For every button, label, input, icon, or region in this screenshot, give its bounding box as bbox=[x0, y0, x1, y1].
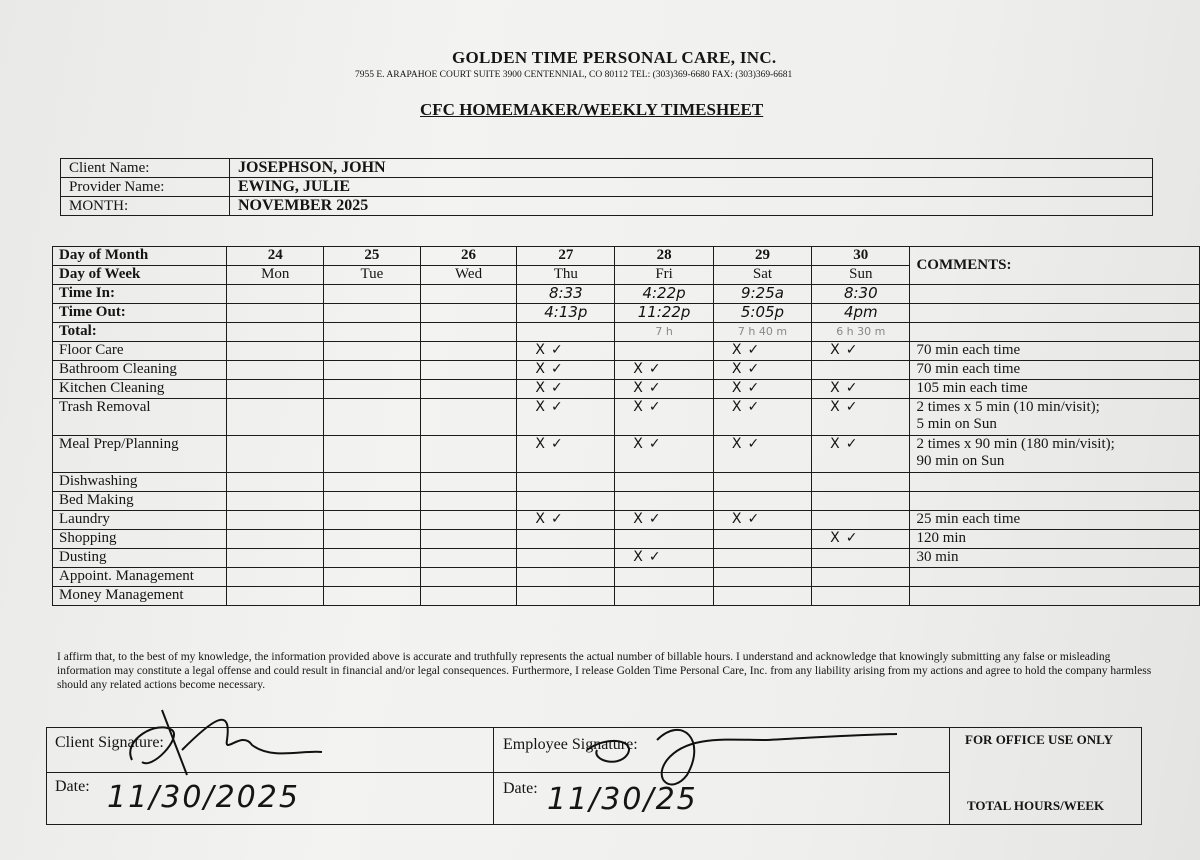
task-mark-cell bbox=[420, 549, 517, 568]
office-use-label: FOR OFFICE USE ONLY bbox=[965, 732, 1113, 747]
task-mark-cell bbox=[227, 511, 324, 530]
task-comment-line: 70 min each time bbox=[916, 342, 1021, 358]
task-mark-cell bbox=[812, 380, 910, 399]
task-mark-x: X bbox=[535, 436, 545, 452]
client-name-label: Client Name: bbox=[61, 159, 230, 178]
affirmation-text: I affirm that, to the best of my knowledge, the information provided above is accurate and truthfully represents the actual number of billable hours. I understand and acknowledge that knowingly submitting any false or misleading information may constitute a legal offense and could result in financial and/or legal consequences. Furthermore, I release Golden Time Personal Care, Inc. from any liability arising from my actions and agree to hold the company harmless should any related actions become necessary. bbox=[57, 651, 1152, 691]
task-mark-cell bbox=[227, 549, 324, 568]
check-mark-icon: ✓ bbox=[551, 342, 563, 358]
task-mark-cell bbox=[615, 530, 714, 549]
task-mark-cell bbox=[324, 568, 420, 587]
day-of-month-label: Day of Month bbox=[53, 247, 227, 266]
task-mark-cell bbox=[812, 361, 910, 380]
time-out-cell bbox=[227, 304, 324, 323]
task-mark-x: X bbox=[535, 380, 545, 396]
day-weekday-cell: Sat bbox=[713, 266, 811, 285]
task-mark-cell bbox=[812, 587, 910, 606]
day-weekday-cell: Sun bbox=[812, 266, 910, 285]
task-name: Meal Prep/Planning bbox=[53, 436, 227, 473]
task-comment bbox=[910, 380, 1200, 399]
task-mark-x: X bbox=[731, 436, 742, 452]
task-mark-cell bbox=[324, 473, 420, 492]
time-out-label: Time Out: bbox=[53, 304, 227, 323]
client-info-table bbox=[60, 158, 1153, 216]
task-comment bbox=[910, 399, 1200, 436]
task-mark-x: X bbox=[633, 511, 643, 527]
task-name: Dishwashing bbox=[53, 473, 227, 492]
document-title: CFC HOMEMAKER/WEEKLY TIMESHEET bbox=[420, 100, 764, 119]
task-comment bbox=[910, 549, 1200, 568]
time-out-cell bbox=[517, 304, 615, 323]
task-comment-line: 25 min each time bbox=[916, 511, 1021, 527]
time-out-value: 4:13p bbox=[544, 303, 588, 321]
task-mark-cell bbox=[324, 530, 420, 549]
task-mark-cell bbox=[420, 492, 517, 511]
time-in-cell bbox=[324, 285, 420, 304]
task-mark-x: X bbox=[830, 530, 840, 546]
task-mark-cell bbox=[420, 530, 517, 549]
check-mark-icon: ✓ bbox=[648, 436, 661, 452]
task-mark-cell bbox=[615, 361, 714, 380]
check-mark-icon: ✓ bbox=[845, 530, 858, 546]
task-comment bbox=[910, 342, 1200, 361]
task-mark-cell bbox=[227, 380, 324, 399]
task-mark-x: X bbox=[633, 380, 643, 396]
task-mark-cell bbox=[713, 436, 811, 473]
task-mark-cell bbox=[713, 473, 811, 492]
time-out-value: 4pm bbox=[843, 303, 878, 321]
time-out-cell bbox=[812, 304, 910, 323]
task-mark-cell bbox=[615, 342, 714, 361]
total-cell bbox=[420, 323, 517, 342]
task-mark-cell bbox=[420, 511, 517, 530]
comment-cell bbox=[910, 323, 1200, 342]
task-mark-cell bbox=[713, 380, 811, 399]
task-mark-x: X bbox=[633, 399, 643, 415]
task-mark-cell bbox=[713, 587, 811, 606]
check-mark-icon: ✓ bbox=[747, 399, 760, 415]
day-weekday-cell: Fri bbox=[615, 266, 714, 285]
task-comment bbox=[910, 436, 1200, 473]
check-mark-icon: ✓ bbox=[551, 380, 563, 396]
signature-box bbox=[46, 727, 1142, 825]
task-comment-line: 2 times x 5 min (10 min/visit); bbox=[916, 399, 1100, 415]
check-mark-icon: ✓ bbox=[747, 380, 760, 396]
time-out-value: 5:05p bbox=[740, 303, 785, 321]
client-signature-mark bbox=[102, 700, 342, 780]
task-mark-cell bbox=[420, 568, 517, 587]
day-date-cell: 30 bbox=[812, 247, 910, 266]
task-mark-cell bbox=[227, 436, 324, 473]
timesheet-grid bbox=[52, 246, 1200, 606]
task-comment bbox=[910, 361, 1200, 380]
check-mark-icon: ✓ bbox=[551, 361, 563, 377]
time-in-value: 4:22p bbox=[642, 284, 686, 302]
time-in-value: 8:33 bbox=[549, 284, 583, 302]
task-mark-x: X bbox=[731, 380, 742, 396]
task-mark-cell bbox=[713, 568, 811, 587]
company-address: 7955 E. ARAPAHOE COURT SUITE 3900 CENTENNIAL, CO 80112 TEL: (303)369-6680 FAX: (303)369-6681 bbox=[355, 70, 793, 80]
task-mark-cell bbox=[517, 399, 615, 436]
task-mark-cell bbox=[420, 342, 517, 361]
time-in-value: 9:25a bbox=[741, 284, 784, 302]
task-name: Bed Making bbox=[53, 492, 227, 511]
task-mark-cell bbox=[517, 568, 615, 587]
client-date-value: 11/30/2025 bbox=[107, 780, 300, 815]
check-mark-icon: ✓ bbox=[747, 511, 760, 527]
task-mark-x: X bbox=[830, 380, 840, 396]
check-mark-icon: ✓ bbox=[747, 342, 760, 358]
task-mark-cell bbox=[324, 511, 420, 530]
task-mark-cell bbox=[227, 361, 324, 380]
task-mark-x: X bbox=[535, 342, 545, 358]
check-mark-icon: ✓ bbox=[551, 511, 563, 527]
total-value: 7 h bbox=[655, 325, 673, 338]
check-mark-icon: ✓ bbox=[551, 436, 563, 452]
task-mark-cell bbox=[227, 399, 324, 436]
task-mark-cell bbox=[227, 473, 324, 492]
provider-name-value: EWING, JULIE bbox=[230, 178, 1153, 197]
task-name: Laundry bbox=[53, 511, 227, 530]
task-mark-cell bbox=[420, 361, 517, 380]
comments-header: COMMENTS: bbox=[910, 247, 1200, 285]
time-in-cell bbox=[420, 285, 517, 304]
task-mark-cell bbox=[812, 399, 910, 436]
task-comment bbox=[910, 492, 1200, 511]
check-mark-icon: ✓ bbox=[845, 436, 858, 452]
month-value: NOVEMBER 2025 bbox=[230, 197, 1153, 216]
day-of-week-label: Day of Week bbox=[53, 266, 227, 285]
task-mark-cell bbox=[517, 530, 615, 549]
time-in-cell bbox=[227, 285, 324, 304]
task-mark-cell bbox=[713, 399, 811, 436]
time-in-cell bbox=[713, 285, 811, 304]
time-in-label: Time In: bbox=[53, 285, 227, 304]
time-in-value: 8:30 bbox=[843, 284, 878, 302]
task-mark-cell bbox=[517, 587, 615, 606]
day-date-cell: 24 bbox=[227, 247, 324, 266]
day-weekday-cell: Tue bbox=[324, 266, 420, 285]
task-mark-x: X bbox=[535, 511, 545, 527]
comment-cell bbox=[910, 285, 1200, 304]
task-mark-x: X bbox=[830, 342, 840, 358]
total-label: Total: bbox=[53, 323, 227, 342]
time-in-cell bbox=[517, 285, 615, 304]
day-weekday-cell: Thu bbox=[517, 266, 615, 285]
check-mark-icon: ✓ bbox=[648, 361, 661, 377]
task-mark-cell bbox=[615, 399, 714, 436]
task-name: Money Management bbox=[53, 587, 227, 606]
task-mark-cell bbox=[713, 361, 811, 380]
employee-date-value: 11/30/25 bbox=[547, 782, 698, 817]
task-mark-cell bbox=[420, 473, 517, 492]
task-mark-cell bbox=[615, 492, 714, 511]
check-mark-icon: ✓ bbox=[747, 361, 760, 377]
task-mark-cell bbox=[324, 399, 420, 436]
task-mark-x: X bbox=[731, 342, 742, 358]
check-mark-icon: ✓ bbox=[747, 436, 760, 452]
task-comment bbox=[910, 473, 1200, 492]
task-mark-cell bbox=[713, 511, 811, 530]
task-mark-cell bbox=[420, 399, 517, 436]
time-in-cell bbox=[812, 285, 910, 304]
client-name-value: JOSEPHSON, JOHN bbox=[230, 159, 1153, 178]
time-in-cell bbox=[615, 285, 714, 304]
total-cell bbox=[713, 323, 811, 342]
total-value: 7 h 40 m bbox=[737, 325, 788, 338]
task-comment-line: 70 min each time bbox=[916, 361, 1021, 377]
day-date-cell: 25 bbox=[324, 247, 420, 266]
check-mark-icon: ✓ bbox=[845, 399, 858, 415]
task-comment bbox=[910, 587, 1200, 606]
task-mark-cell bbox=[227, 587, 324, 606]
task-comment-line: 30 min bbox=[916, 549, 959, 565]
task-mark-cell bbox=[517, 342, 615, 361]
task-mark-x: X bbox=[633, 549, 643, 565]
task-mark-x: X bbox=[830, 436, 840, 452]
task-comment bbox=[910, 511, 1200, 530]
task-comment-line-2: 5 min on Sun bbox=[916, 416, 997, 432]
task-mark-cell bbox=[517, 380, 615, 399]
time-out-cell bbox=[615, 304, 714, 323]
task-mark-cell bbox=[615, 549, 714, 568]
task-mark-cell bbox=[324, 361, 420, 380]
total-cell bbox=[812, 323, 910, 342]
check-mark-icon: ✓ bbox=[845, 342, 858, 358]
task-mark-cell bbox=[517, 473, 615, 492]
task-mark-cell bbox=[812, 492, 910, 511]
client-date-label: Date: bbox=[55, 778, 90, 795]
task-mark-cell bbox=[324, 380, 420, 399]
task-comment-line: 120 min bbox=[916, 530, 967, 546]
task-mark-x: X bbox=[535, 399, 545, 415]
task-mark-cell bbox=[227, 492, 324, 511]
total-cell bbox=[227, 323, 324, 342]
total-value: 6 h 30 m bbox=[836, 325, 886, 338]
task-mark-x: X bbox=[731, 361, 742, 377]
task-mark-cell bbox=[420, 380, 517, 399]
task-comment-line-2: 90 min on Sun bbox=[916, 453, 1005, 469]
task-mark-cell bbox=[420, 436, 517, 473]
task-name: Bathroom Cleaning bbox=[53, 361, 227, 380]
task-comment-line: 105 min each time bbox=[916, 380, 1028, 396]
task-name: Trash Removal bbox=[53, 399, 227, 436]
day-date-cell: 27 bbox=[517, 247, 615, 266]
task-mark-cell bbox=[713, 492, 811, 511]
task-mark-cell bbox=[227, 568, 324, 587]
month-label: MONTH: bbox=[61, 197, 230, 216]
task-mark-cell bbox=[517, 361, 615, 380]
task-mark-cell bbox=[517, 511, 615, 530]
check-mark-icon: ✓ bbox=[845, 380, 858, 396]
task-mark-cell bbox=[812, 511, 910, 530]
comment-cell bbox=[910, 304, 1200, 323]
check-mark-icon: ✓ bbox=[648, 549, 661, 565]
task-mark-cell bbox=[812, 473, 910, 492]
day-date-cell: 29 bbox=[713, 247, 811, 266]
task-mark-cell bbox=[324, 587, 420, 606]
task-comment bbox=[910, 530, 1200, 549]
task-mark-cell bbox=[713, 530, 811, 549]
task-mark-cell bbox=[517, 436, 615, 473]
task-name: Dusting bbox=[53, 549, 227, 568]
check-mark-icon: ✓ bbox=[648, 380, 661, 396]
task-name: Shopping bbox=[53, 530, 227, 549]
task-mark-cell bbox=[812, 342, 910, 361]
client-signature-label: Client Signature: bbox=[55, 734, 164, 751]
day-date-cell: 26 bbox=[420, 247, 517, 266]
day-weekday-cell: Mon bbox=[227, 266, 324, 285]
day-weekday-cell: Wed bbox=[420, 266, 517, 285]
employee-date-label: Date: bbox=[503, 780, 538, 797]
task-mark-cell bbox=[615, 568, 714, 587]
total-hours-label: TOTAL HOURS/WEEK bbox=[967, 798, 1105, 813]
task-mark-x: X bbox=[633, 436, 643, 452]
task-mark-cell bbox=[517, 549, 615, 568]
total-cell bbox=[324, 323, 420, 342]
task-name: Appoint. Management bbox=[53, 568, 227, 587]
time-out-cell bbox=[420, 304, 517, 323]
task-mark-cell bbox=[812, 530, 910, 549]
task-mark-cell bbox=[812, 436, 910, 473]
task-comment bbox=[910, 568, 1200, 587]
task-mark-cell bbox=[615, 380, 714, 399]
check-mark-icon: ✓ bbox=[551, 399, 563, 415]
task-mark-x: X bbox=[830, 399, 840, 415]
task-mark-cell bbox=[420, 587, 517, 606]
task-mark-x: X bbox=[633, 361, 643, 377]
task-mark-cell bbox=[324, 436, 420, 473]
time-out-cell bbox=[713, 304, 811, 323]
task-mark-x: X bbox=[535, 361, 545, 377]
company-name: GOLDEN TIME PERSONAL CARE, INC. bbox=[452, 48, 777, 67]
task-mark-cell bbox=[615, 587, 714, 606]
time-out-value: 11:22p bbox=[637, 303, 691, 321]
task-mark-cell bbox=[227, 342, 324, 361]
task-mark-cell bbox=[615, 436, 714, 473]
time-out-cell bbox=[324, 304, 420, 323]
task-mark-cell bbox=[713, 342, 811, 361]
task-name: Kitchen Cleaning bbox=[53, 380, 227, 399]
task-mark-x: X bbox=[731, 511, 742, 527]
task-mark-cell bbox=[812, 549, 910, 568]
task-mark-cell bbox=[713, 549, 811, 568]
task-mark-cell bbox=[227, 530, 324, 549]
total-cell bbox=[615, 323, 714, 342]
provider-name-label: Provider Name: bbox=[61, 178, 230, 197]
task-comment-line: 2 times x 90 min (180 min/visit); bbox=[916, 436, 1115, 452]
task-mark-cell bbox=[324, 549, 420, 568]
task-mark-cell bbox=[517, 492, 615, 511]
task-mark-cell bbox=[324, 492, 420, 511]
day-date-cell: 28 bbox=[615, 247, 714, 266]
task-name: Floor Care bbox=[53, 342, 227, 361]
total-cell bbox=[517, 323, 615, 342]
task-mark-cell bbox=[324, 342, 420, 361]
task-mark-cell bbox=[615, 511, 714, 530]
task-mark-cell bbox=[812, 568, 910, 587]
employee-signature-label: Employee Signature: bbox=[503, 736, 638, 753]
check-mark-icon: ✓ bbox=[648, 511, 661, 527]
task-mark-cell bbox=[615, 473, 714, 492]
task-mark-x: X bbox=[731, 399, 742, 415]
check-mark-icon: ✓ bbox=[648, 399, 661, 415]
